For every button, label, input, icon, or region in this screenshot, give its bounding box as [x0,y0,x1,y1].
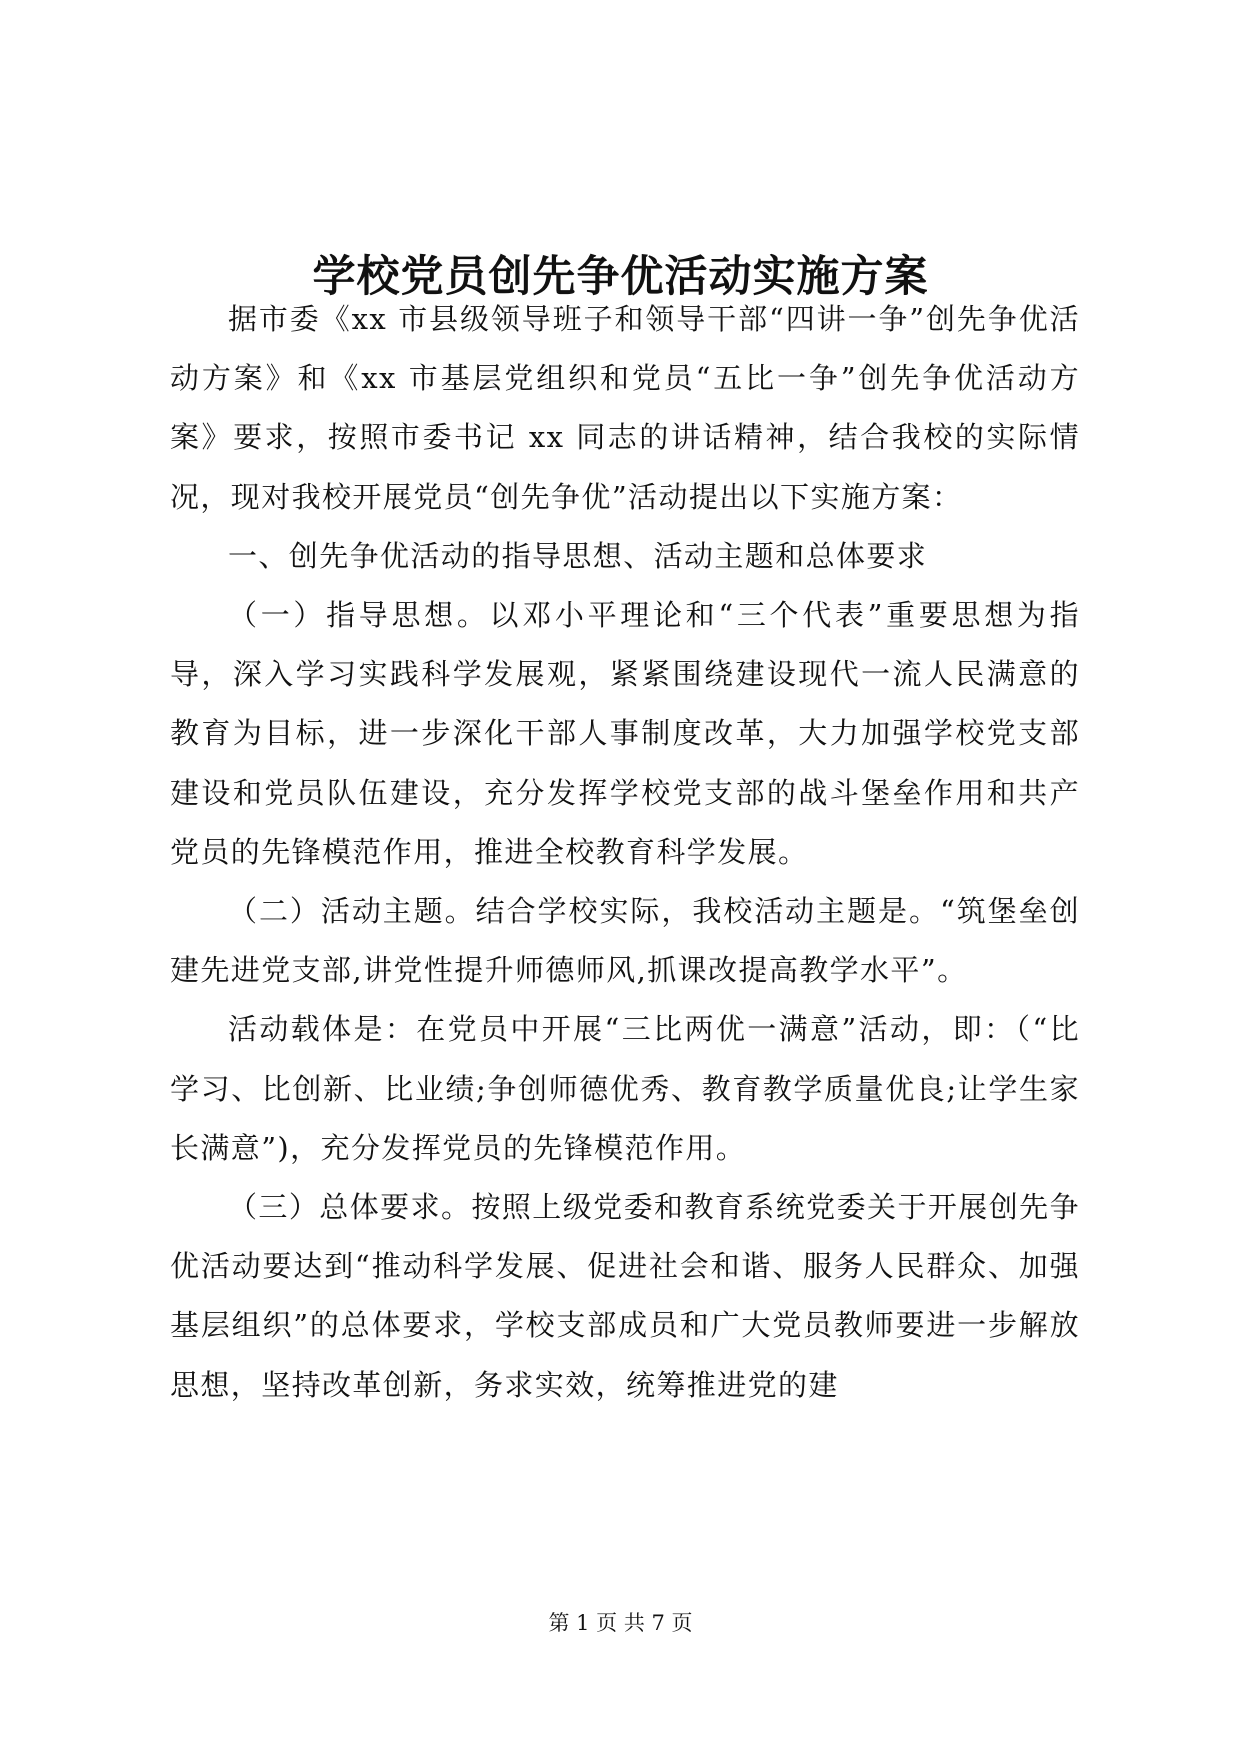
section-heading: 一、创先争优活动的指导思想、活动主题和总体要求 [228,538,928,573]
paragraph-guiding-thought: （一）指导思想。以邓小平理论和“三个代表”重要思想为指导，深入学习实践科学发展观，紧紧围绕建设现代一流人民满意的教育为目标，进一步深化干部人事制度改革，大力加强学校党支部建设和党员队伍建设，充分发挥学校党支部的战斗堡垒作用和共产党员的先锋模范作用，推进全校教育科学发展。 [170,598,1080,869]
page-number-footer: 第 1 页 共 7 页 [548,1611,693,1635]
paragraph-activity-carrier: 活动载体是：在党员中开展“三比两优一满意”活动，即：（“比学习、比创新、比业绩;争创师德优秀、教育教学质量优良;让学生家长满意”)，充分发挥党员的先锋模范作用。 [170,1012,1080,1165]
paragraph-intro: 据市委《xx 市县级领导班子和领导干部“四讲一争”创先争优活动方案》和《xx 市基层党组织和党员“五比一争”创先争优活动方案》要求，按照市委书记 xx 同志的讲话精神，结合我校的实际情况，现对我校开展党员“创先争优”活动提出以下实施方案： [170,302,1080,514]
document-title: 学校党员创先争优活动实施方案 [312,251,929,302]
document-body [170,290,1080,1415]
paragraph-activity-theme: （二）活动主题。结合学校实际，我校活动主题是。“筑堡垒创建先进党支部,讲党性提升师德师风,抓课改提高教学水平”。 [170,894,1080,988]
paragraph-overall-requirements: （三）总体要求。按照上级党委和教育系统党委关于开展创先争优活动要达到“推动科学发展、促进社会和谐、服务人民群众、加强基层组织”的总体要求，学校支部成员和广大党员教师要进一步解放思想，坚持改革创新，务求实效，统筹推进党的建 [170,1190,1080,1402]
